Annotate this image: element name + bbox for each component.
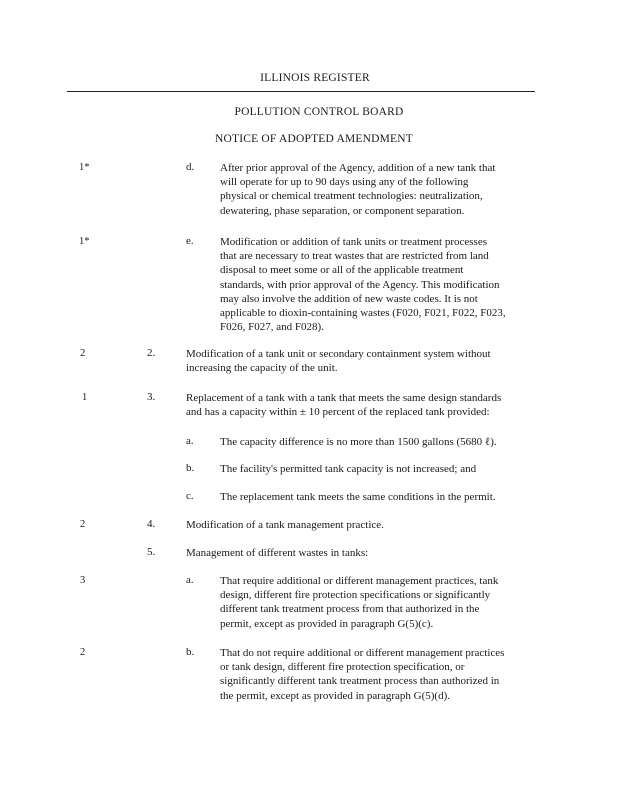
text-line: Replacement of a tank with a tank that meets the same design standards [186, 392, 502, 404]
text-line: the permit, except as provided in paragraph G(5)(d). [220, 689, 450, 702]
text-line: That require additional or different management practices, tank [220, 575, 499, 587]
text-line: Modification of a tank management practice. [186, 519, 384, 531]
text-line: After prior approval of the Agency, addition of a new tank that [220, 162, 496, 174]
paragraph-number: a. [186, 435, 194, 447]
paragraph-text [186, 518, 384, 532]
text-line: That do not require additional or different management practices [220, 647, 505, 659]
text-line: Management of different wastes in tanks: [186, 547, 369, 559]
modification-class: 1 [82, 392, 88, 403]
paragraph-text [220, 490, 496, 504]
text-line: different tank treatment process from that authorized in the [220, 603, 480, 616]
text-line: The capacity difference is no more than 1500 gallons (5680 ℓ). [220, 436, 497, 448]
paragraph-number: a. [186, 574, 194, 586]
modification-class: 1* [79, 236, 90, 247]
text-line: applicable to dioxin-containing wastes (F020, F021, F022, F023, [220, 307, 506, 320]
board-title: POLLUTION CONTROL BOARD [234, 106, 404, 118]
modification-class: 2 [80, 348, 86, 359]
paragraph-text [220, 574, 498, 631]
modification-class: 1* [79, 162, 90, 173]
paragraph-number: b. [186, 646, 195, 658]
text-line: permit, except as provided in paragraph G(5)(c). [220, 617, 434, 630]
text-line: Modification of a tank unit or secondary containment system without [186, 348, 491, 360]
paragraph-number: 5. [147, 546, 156, 558]
paragraph-number: 4. [147, 518, 156, 530]
paragraph-number: b. [186, 462, 195, 474]
register-title: ILLINOIS REGISTER [260, 72, 370, 84]
text-line: may also involve the addition of new waste codes. It is not [220, 292, 478, 305]
text-line: disposal to meet some or all of the applicable treatment [220, 264, 464, 277]
header-rule [67, 91, 535, 92]
paragraph-text [220, 462, 476, 476]
paragraph-number: d. [186, 161, 195, 173]
paragraph-number: e. [186, 235, 194, 247]
text-line: and has a capacity within ± 10 percent of the replaced tank provided: [186, 406, 490, 419]
paragraph-number: 3. [147, 391, 156, 403]
paragraph-text [186, 347, 491, 375]
text-line: F026, F027, and F028). [220, 321, 324, 334]
modification-class: 2 [80, 519, 86, 530]
text-line: standards, with prior approval of the Agency. This modification [220, 278, 500, 291]
paragraph-text [220, 435, 497, 449]
text-line: design, different fire protection specifications or significantly [220, 589, 491, 602]
text-line: increasing the capacity of the unit. [186, 362, 338, 375]
text-line: Modification or addition of tank units or treatment processes [220, 236, 487, 248]
text-line: significantly different tank treatment process than authorized in [220, 675, 500, 688]
notice-title: NOTICE OF ADOPTED AMENDMENT [214, 133, 414, 145]
paragraph-number: c. [186, 490, 194, 502]
paragraph-number: 2. [147, 347, 156, 359]
text-line: The facility's permitted tank capacity is not increased; and [220, 463, 477, 475]
paragraph-text [186, 546, 368, 560]
text-line: or tank design, different fire protection specification, or [220, 661, 465, 674]
paragraph-text [220, 646, 504, 703]
text-line: The replacement tank meets the same conditions in the permit. [220, 491, 496, 503]
text-line: that are necessary to treat wastes that are restricted from land [220, 250, 489, 263]
modification-class: 2 [80, 647, 86, 658]
text-line: will operate for up to 90 days using any of the following [220, 176, 469, 189]
text-line: physical or chemical treatment technologies: neutralization, [220, 190, 483, 203]
paragraph-text [220, 161, 495, 218]
paragraph-text [220, 235, 506, 334]
paragraph-text [186, 391, 501, 419]
text-line: dewatering, phase separation, or component separation. [220, 204, 465, 217]
modification-class: 3 [80, 575, 86, 586]
